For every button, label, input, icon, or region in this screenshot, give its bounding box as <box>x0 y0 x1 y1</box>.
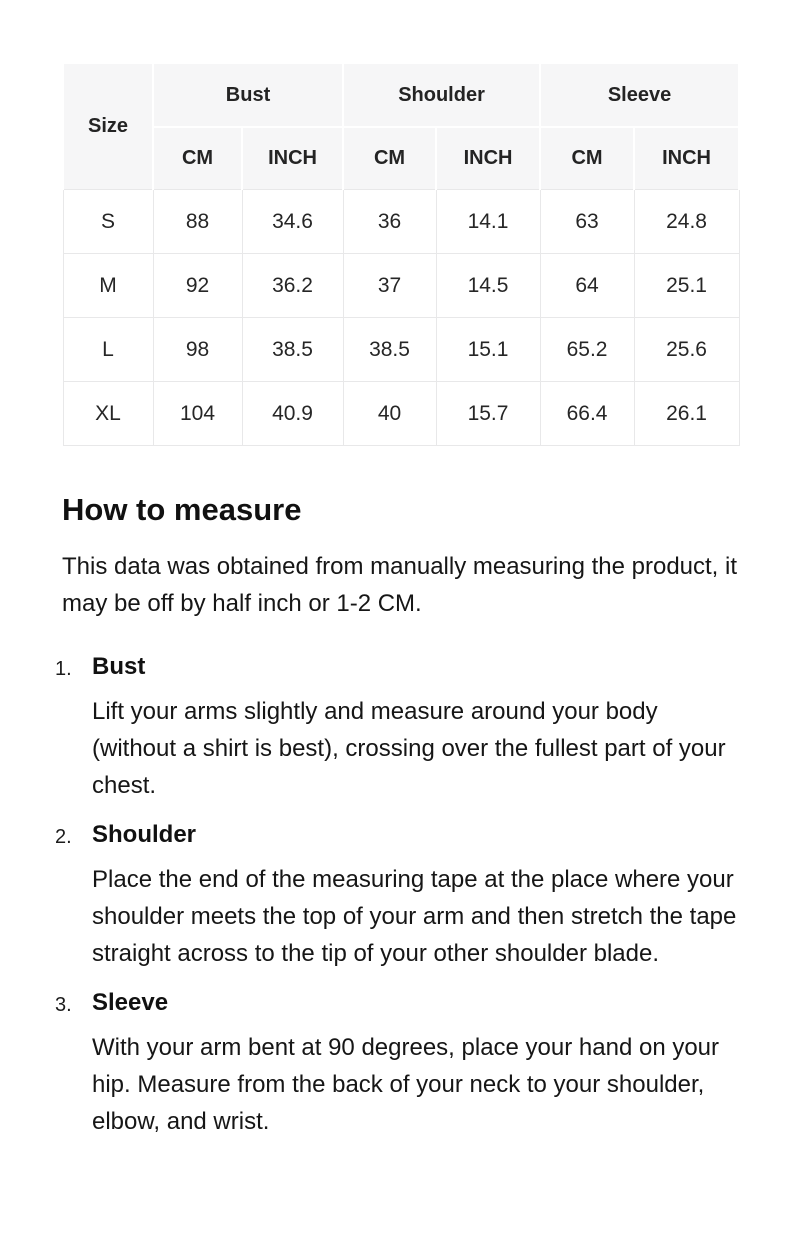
size-label: XL <box>63 382 153 446</box>
value-cell: 14.1 <box>436 190 540 254</box>
value-cell: 36.2 <box>242 254 343 318</box>
unit-header-sleeve-inch: INCH <box>634 127 739 190</box>
size-row-l <box>63 318 739 382</box>
unit-header-bust-cm: CM <box>153 127 242 190</box>
value-cell: 25.6 <box>634 318 739 382</box>
value-cell: 65.2 <box>540 318 634 382</box>
unit-header-sleeve-cm: CM <box>540 127 634 190</box>
group-header-row <box>63 63 739 127</box>
value-cell: 26.1 <box>634 382 739 446</box>
size-label: S <box>63 190 153 254</box>
size-label: M <box>63 254 153 318</box>
value-cell: 98 <box>153 318 242 382</box>
unit-header-shoulder-cm: CM <box>343 127 436 190</box>
list-item-shoulder <box>55 818 800 972</box>
unit-header-shoulder-inch: INCH <box>436 127 540 190</box>
measure-steps-list <box>55 650 800 1140</box>
size-chart-table <box>62 62 740 446</box>
value-cell: 25.1 <box>634 254 739 318</box>
value-cell: 40 <box>343 382 436 446</box>
size-row-s <box>63 190 739 254</box>
list-item-number: 3. <box>55 994 72 1016</box>
value-cell: 14.5 <box>436 254 540 318</box>
value-cell: 38.5 <box>343 318 436 382</box>
value-cell: 104 <box>153 382 242 446</box>
step-title-shoulder: Shoulder <box>92 821 197 848</box>
value-cell: 40.9 <box>242 382 343 446</box>
size-label: L <box>63 318 153 382</box>
value-cell: 64 <box>540 254 634 318</box>
value-cell: 24.8 <box>634 190 739 254</box>
value-cell: 15.7 <box>436 382 540 446</box>
group-header-sleeve: Sleeve <box>540 63 739 127</box>
value-cell: 37 <box>343 254 436 318</box>
list-item-body <box>92 818 800 972</box>
size-row-m <box>63 254 739 318</box>
unit-header-row <box>63 127 739 190</box>
step-title-sleeve: Sleeve <box>92 989 169 1016</box>
list-item-bust <box>55 650 800 804</box>
value-cell: 88 <box>153 190 242 254</box>
value-cell: 63 <box>540 190 634 254</box>
measure-intro-text: This data was obtained from manually measuring the product, it may be off by half inch or 1-2 CM. <box>62 553 738 617</box>
size-row-xl <box>63 382 739 446</box>
step-description-bust: Lift your arms slightly and measure around your body (without a shirt is best), crossing over the fullest part of your chest. <box>92 698 726 799</box>
value-cell: 36 <box>343 190 436 254</box>
value-cell: 15.1 <box>436 318 540 382</box>
list-item-body <box>92 650 800 804</box>
step-description-shoulder: Place the end of the measuring tape at the place where your shoulder meets the top of your arm and then stretch the tape straight across to the tip of your other shoulder blade. <box>92 866 737 967</box>
list-item-sleeve <box>55 986 800 1140</box>
value-cell: 38.5 <box>242 318 343 382</box>
group-header-shoulder: Shoulder <box>343 63 540 127</box>
step-description-sleeve: With your arm bent at 90 degrees, place your hand on your hip. Measure from the back of your neck to your shoulder, elbow, and wrist. <box>92 1034 720 1135</box>
how-to-measure-heading: How to measure <box>62 492 302 527</box>
size-column-header: Size <box>63 63 153 190</box>
value-cell: 92 <box>153 254 242 318</box>
list-item-body <box>92 986 800 1140</box>
value-cell: 66.4 <box>540 382 634 446</box>
unit-header-bust-inch: INCH <box>242 127 343 190</box>
group-header-bust: Bust <box>153 63 343 127</box>
value-cell: 34.6 <box>242 190 343 254</box>
list-item-number: 2. <box>55 826 72 848</box>
list-item-number: 1. <box>55 658 72 680</box>
step-title-bust: Bust <box>92 653 146 680</box>
